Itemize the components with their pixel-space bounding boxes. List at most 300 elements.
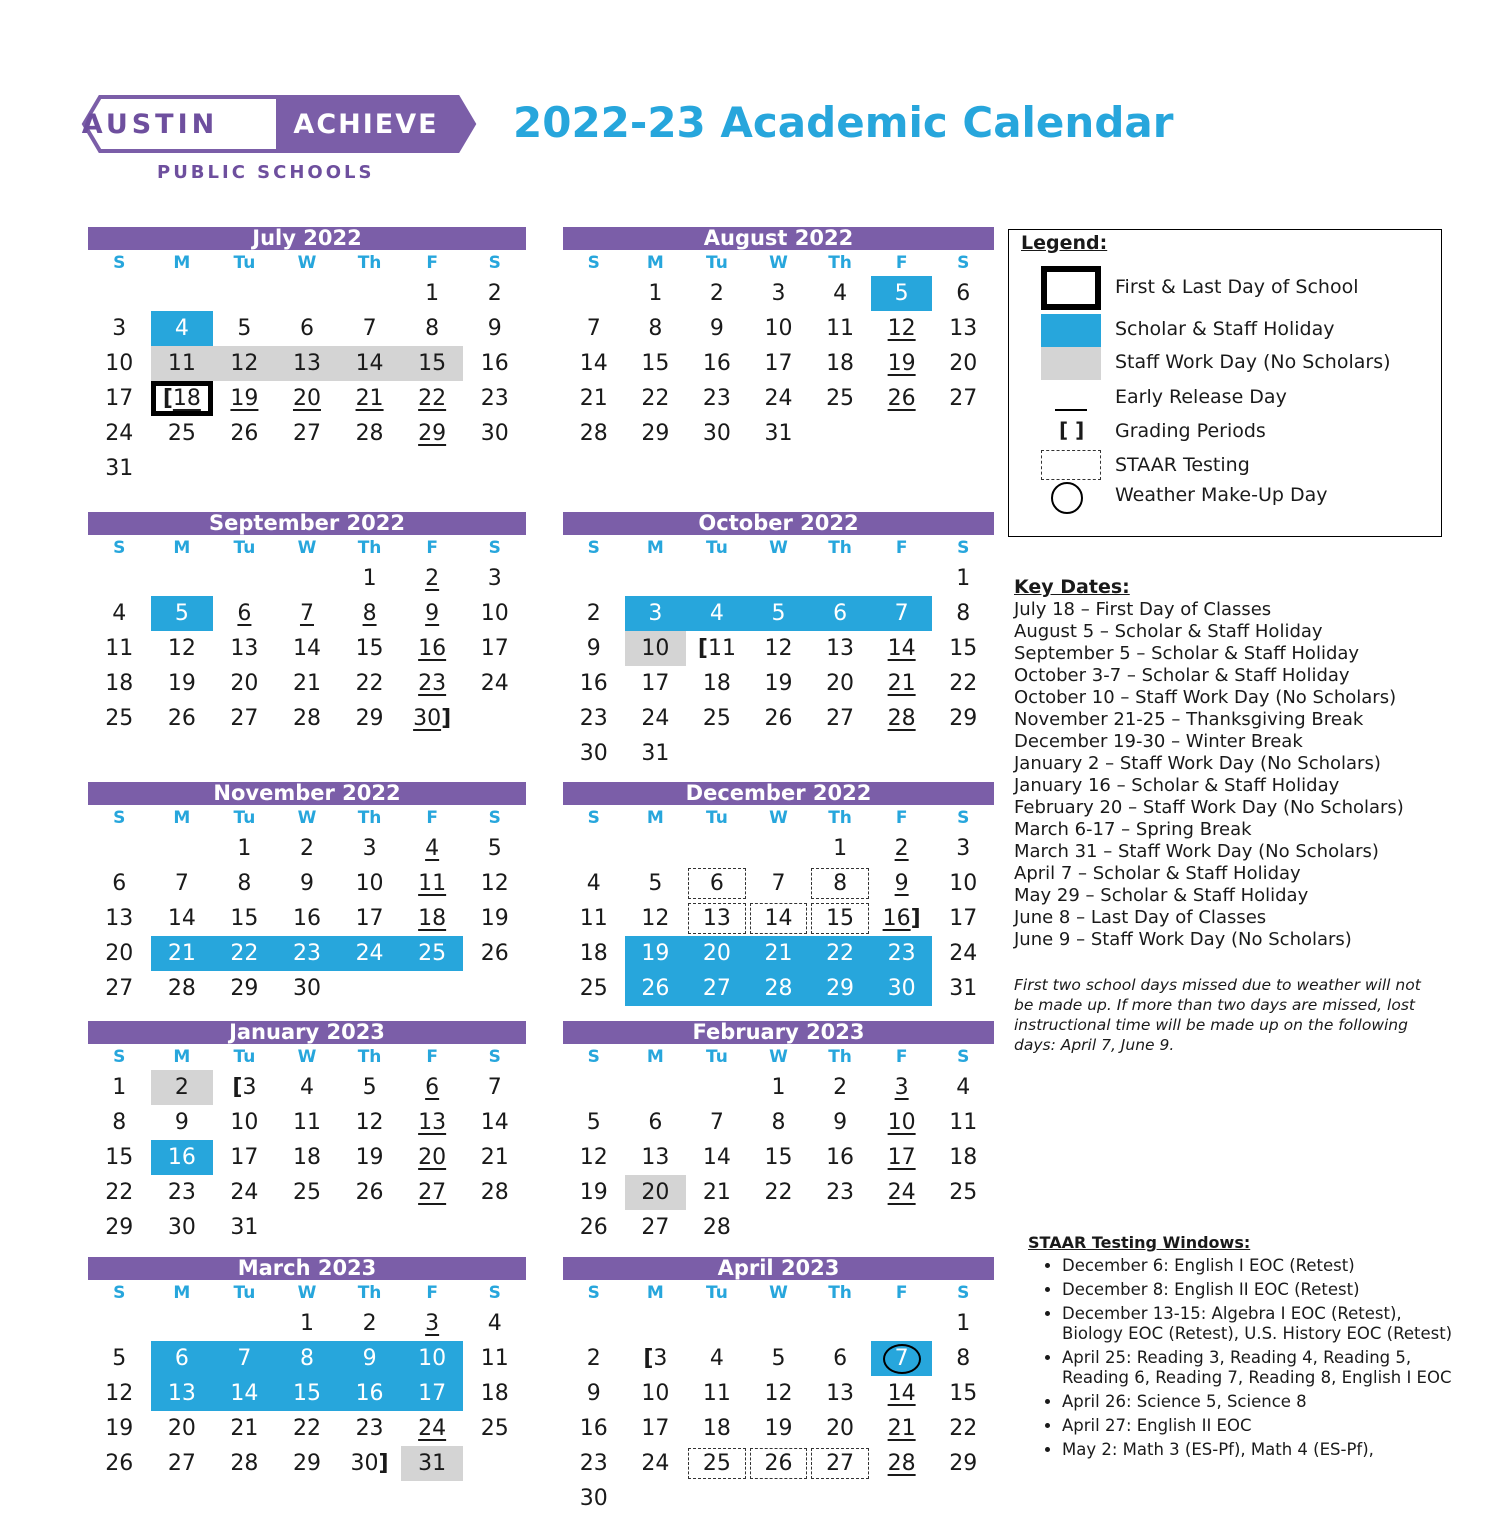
key-date-item: January 16 – Scholar & Staff Holiday [1014, 775, 1340, 796]
day-number: 1 [833, 836, 848, 861]
day-number: 30 [350, 1451, 379, 1476]
calendar-day [871, 701, 933, 736]
weekday-header: M [173, 1047, 191, 1067]
weekday-header: Th [357, 1047, 382, 1067]
calendar-day [276, 901, 339, 936]
day-number: 20 [826, 671, 855, 696]
weekday-header: S [587, 253, 600, 273]
day-number: 19 [641, 941, 670, 966]
weekday-header: Th [828, 538, 852, 558]
legend-label: Weather Make-Up Day [1115, 484, 1328, 506]
day-number: 5 [894, 281, 909, 306]
day-number: 8 [833, 871, 848, 896]
calendar-empty [213, 276, 276, 311]
day-number: 6 [956, 281, 971, 306]
day-number: 6 [425, 1075, 440, 1100]
day-number: 28 [230, 1451, 259, 1476]
day-number: 31 [230, 1215, 259, 1240]
calendar-day [401, 1175, 464, 1210]
calendar-day [809, 1105, 871, 1140]
month-grid [88, 805, 526, 1006]
calendar-day [563, 866, 625, 901]
calendar-day [871, 596, 933, 631]
calendar-day [213, 1411, 276, 1446]
day-number: 11 [167, 351, 196, 376]
calendar-day [88, 1140, 151, 1175]
day-number: 1 [237, 836, 252, 861]
day-number: 12 [480, 871, 509, 896]
day-number: 11 [292, 1110, 321, 1135]
calendar-day [338, 936, 401, 971]
day-number: 7 [362, 316, 377, 341]
day-number: 27 [949, 386, 978, 411]
calendar-day [463, 596, 526, 631]
day-number: 29 [230, 976, 259, 1001]
day-number: 10 [355, 871, 384, 896]
day-number: 17 [418, 1381, 447, 1406]
calendar-day [338, 381, 401, 416]
day-number: 30 [480, 421, 509, 446]
calendar-day [625, 596, 687, 631]
calendar-day [932, 346, 994, 381]
calendar-day [563, 346, 625, 381]
staar-list [1028, 1256, 1458, 1460]
calendar-day [338, 561, 401, 596]
day-number: 2 [299, 836, 314, 861]
calendar-day [213, 1070, 276, 1105]
calendar-empty [871, 1481, 933, 1516]
calendar-empty [338, 276, 401, 311]
calendar-day [401, 311, 464, 346]
day-number: 29 [292, 1451, 321, 1476]
day-number: 13 [167, 1381, 196, 1406]
day-number: 23 [887, 941, 916, 966]
calendar-day [625, 1105, 687, 1140]
day-number: 22 [230, 941, 259, 966]
day-number: 7 [894, 601, 909, 626]
month-calendar [88, 227, 526, 486]
calendar-day [463, 1070, 526, 1105]
month-header: January 2023 [88, 1021, 526, 1044]
calendar-day [151, 1341, 214, 1376]
calendar-empty [88, 561, 151, 596]
calendar-day [401, 1446, 464, 1481]
staar-windows [1028, 1232, 1458, 1464]
calendar-day [463, 346, 526, 381]
day-number: 21 [355, 386, 384, 411]
day-number: 18 [826, 351, 855, 376]
weekday-header: W [769, 808, 788, 828]
day-number: 2 [586, 1346, 601, 1371]
calendar-day [932, 1070, 994, 1105]
weekday-header: Tu [233, 808, 256, 828]
calendar-empty [151, 451, 214, 486]
weekday-header: Tu [706, 253, 728, 273]
staar-item: • December 6: English I EOC (Retest) [1062, 1256, 1458, 1276]
day-number: 12 [887, 316, 916, 341]
day-number: 8 [956, 601, 971, 626]
day-number: 10 [641, 636, 670, 661]
calendar-day [809, 596, 871, 631]
weekday-header: Tu [233, 1283, 256, 1303]
day-number: 3 [894, 1075, 909, 1100]
weekday-header: S [587, 1047, 600, 1067]
calendar-day [563, 1376, 625, 1411]
calendar-day [276, 1070, 339, 1105]
day-number: 29 [355, 706, 384, 731]
day-number: 15 [949, 636, 978, 661]
calendar-day [463, 831, 526, 866]
day-number: 1 [771, 1075, 786, 1100]
weekday-header: S [488, 253, 501, 273]
day-number: 24 [230, 1180, 259, 1205]
weekday-header: W [297, 808, 317, 828]
day-number: 14 [292, 636, 321, 661]
calendar-day [625, 1341, 687, 1376]
day-number: 20 [826, 1416, 855, 1441]
day-number: 12 [579, 1145, 608, 1170]
calendar-day [563, 1481, 625, 1516]
day-number: 5 [174, 601, 189, 626]
calendar-day [871, 666, 933, 701]
calendar-empty [625, 1306, 687, 1341]
calendar-day [748, 276, 810, 311]
day-number: 14 [480, 1110, 509, 1135]
calendar-day [563, 1341, 625, 1376]
calendar-day [151, 901, 214, 936]
day-number: 25 [292, 1180, 321, 1205]
key-date-item: June 8 – Last Day of Classes [1014, 907, 1267, 928]
weekday-header: M [646, 808, 664, 828]
day-number: 7 [894, 1346, 909, 1371]
calendar-day [463, 1376, 526, 1411]
calendar-empty [686, 1481, 748, 1516]
calendar-day [88, 311, 151, 346]
day-number: 22 [764, 1180, 793, 1205]
calendar-day [463, 666, 526, 701]
calendar-day [401, 1411, 464, 1446]
calendar-empty [932, 1481, 994, 1516]
calendar-day [748, 971, 810, 1006]
calendar-day [276, 596, 339, 631]
month-calendar [563, 782, 994, 1006]
weekday-header: S [113, 253, 126, 273]
key-date-item: April 7 – Scholar & Staff Holiday [1014, 863, 1301, 884]
day-number: 24 [355, 941, 384, 966]
calendar-day [625, 1175, 687, 1210]
day-number: 27 [826, 1451, 855, 1476]
day-number: 20 [641, 1180, 670, 1205]
calendar-day [871, 276, 933, 311]
day-number: 19 [355, 1145, 384, 1170]
calendar-day [563, 736, 625, 771]
grading-bracket-icon: ] [378, 1451, 389, 1476]
day-number: 9 [709, 316, 724, 341]
weekday-header: W [297, 1047, 317, 1067]
calendar-day [625, 866, 687, 901]
day-number: 8 [648, 316, 663, 341]
legend-label: Early Release Day [1115, 386, 1287, 408]
day-number: 28 [887, 706, 916, 731]
calendar-empty [871, 561, 933, 596]
calendar-day [871, 346, 933, 381]
day-number: 26 [764, 706, 793, 731]
day-number: 27 [167, 1451, 196, 1476]
day-number: 23 [702, 386, 731, 411]
calendar-day [338, 1411, 401, 1446]
day-number: 12 [230, 351, 259, 376]
calendar-day [932, 831, 994, 866]
calendar-day [932, 866, 994, 901]
weather-note: First two school days missed due to weather will not be made up. If more than two days are missed, lost instructional time will be made up on the following days: April 7, June 9. [1014, 976, 1421, 1054]
day-number: 26 [579, 1215, 608, 1240]
calendar-day [88, 1376, 151, 1411]
day-number: 10 [480, 601, 509, 626]
day-number: 23 [418, 671, 447, 696]
calendar-day [276, 866, 339, 901]
day-number: 17 [641, 1416, 670, 1441]
calendar-day [748, 701, 810, 736]
calendar-day [871, 1341, 933, 1376]
weekday-header: W [297, 253, 317, 273]
calendar-day [686, 381, 748, 416]
calendar-day [932, 276, 994, 311]
calendar-day [88, 416, 151, 451]
calendar-day [88, 971, 151, 1006]
day-number: 19 [764, 1416, 793, 1441]
day-number: 5 [487, 836, 502, 861]
calendar-day [401, 936, 464, 971]
day-number: 9 [586, 1381, 601, 1406]
calendar-day [276, 1105, 339, 1140]
day-number: 11 [826, 316, 855, 341]
day-number: 18 [702, 1416, 731, 1441]
day-number: 27 [230, 706, 259, 731]
day-number: 22 [355, 671, 384, 696]
day-number: 31 [764, 421, 793, 446]
weekday-header: M [646, 1283, 664, 1303]
calendar-day [338, 1306, 401, 1341]
calendar-day [338, 311, 401, 346]
day-number: 23 [292, 941, 321, 966]
calendar-day [151, 866, 214, 901]
weekday-header: S [113, 808, 126, 828]
calendar-day [932, 311, 994, 346]
day-number: 25 [826, 386, 855, 411]
day-number: 29 [418, 421, 447, 446]
day-number: 8 [362, 601, 377, 626]
day-number: 19 [764, 671, 793, 696]
month-header: April 2023 [563, 1257, 994, 1280]
calendar-day [463, 311, 526, 346]
calendar-day [748, 631, 810, 666]
day-number: 14 [887, 1381, 916, 1406]
weekday-header: W [769, 1283, 788, 1303]
day-number: 6 [648, 1110, 663, 1135]
weekday-header: S [957, 253, 970, 273]
calendar-day [338, 416, 401, 451]
calendar-empty [563, 831, 625, 866]
weekday-header: Tu [706, 538, 728, 558]
calendar-day [625, 936, 687, 971]
logo-austin: AUSTIN [81, 108, 219, 140]
calendar-day [401, 1341, 464, 1376]
logo-achieve: ACHIEVE [293, 108, 439, 140]
day-number: 31 [641, 741, 670, 766]
calendar-day [871, 1411, 933, 1446]
calendar-empty [809, 1306, 871, 1341]
key-date-item: January 2 – Staff Work Day (No Scholars) [1014, 753, 1381, 774]
calendar-day [871, 1140, 933, 1175]
calendar-day [809, 1070, 871, 1105]
calendar-empty [151, 561, 214, 596]
month-grid [88, 1044, 526, 1245]
calendar-day [625, 736, 687, 771]
calendar-empty [563, 1306, 625, 1341]
calendar-day [213, 1341, 276, 1376]
calendar-day [338, 346, 401, 381]
key-date-item: May 29 – Scholar & Staff Holiday [1014, 885, 1309, 906]
calendar-day [809, 936, 871, 971]
calendar-day [625, 416, 687, 451]
legend-label: Scholar & Staff Holiday [1115, 318, 1335, 340]
day-number: 23 [480, 386, 509, 411]
day-number: 9 [299, 871, 314, 896]
day-number: 21 [579, 386, 608, 411]
calendar-day [748, 1175, 810, 1210]
calendar-day [563, 381, 625, 416]
calendar-day [463, 631, 526, 666]
calendar-empty [686, 1306, 748, 1341]
calendar-day [88, 451, 151, 486]
calendar-day [625, 346, 687, 381]
calendar-day [463, 276, 526, 311]
day-number: 1 [956, 566, 971, 591]
calendar-day [809, 346, 871, 381]
key-date-item: October 3-7 – Scholar & Staff Holiday [1014, 665, 1350, 686]
calendar-day [463, 1306, 526, 1341]
key-date-item: December 19-30 – Winter Break [1014, 731, 1303, 752]
grading-bracket-icon: [ [232, 1075, 243, 1100]
weekday-header: S [587, 1283, 600, 1303]
day-number: 11 [702, 1381, 731, 1406]
day-number: 11 [579, 906, 608, 931]
calendar-day [686, 631, 748, 666]
calendar-day [88, 701, 151, 736]
calendar-day [686, 596, 748, 631]
day-number: 1 [425, 281, 440, 306]
day-number: 30 [167, 1215, 196, 1240]
calendar-day [338, 1341, 401, 1376]
calendar-day [401, 561, 464, 596]
calendar-day [871, 936, 933, 971]
weekday-header: Tu [706, 1283, 728, 1303]
calendar-day [932, 561, 994, 596]
day-number: 16 [292, 906, 321, 931]
calendar-day [686, 1210, 748, 1245]
day-number: 2 [174, 1075, 189, 1100]
day-number: 16 [579, 671, 608, 696]
day-number: 5 [362, 1075, 377, 1100]
day-number: 18 [105, 671, 134, 696]
day-number: 3 [487, 566, 502, 591]
day-number: 21 [702, 1180, 731, 1205]
day-number: 18 [172, 386, 201, 411]
day-number: 12 [764, 636, 793, 661]
calendar-empty [463, 701, 526, 736]
calendar-empty [809, 416, 871, 451]
day-number: 9 [425, 601, 440, 626]
day-number: 7 [771, 871, 786, 896]
calendar-day [338, 701, 401, 736]
calendar-empty [151, 1306, 214, 1341]
calendar-day [563, 1446, 625, 1481]
calendar-day [748, 666, 810, 701]
day-number: 3 [771, 281, 786, 306]
day-number: 2 [425, 566, 440, 591]
legend-label: STAAR Testing [1115, 454, 1250, 476]
calendar-day [276, 1376, 339, 1411]
month-header: December 2022 [563, 782, 994, 805]
grading-bracket-icon: [ [643, 1346, 654, 1371]
calendar-day [401, 701, 464, 736]
calendar-day [338, 1105, 401, 1140]
day-number: 25 [949, 1180, 978, 1205]
calendar-day [563, 631, 625, 666]
calendar-day [88, 666, 151, 701]
calendar-day [748, 1140, 810, 1175]
month-header: August 2022 [563, 227, 994, 250]
calendar-day [401, 901, 464, 936]
month-header: September 2022 [88, 512, 526, 535]
day-number: 30 [579, 1486, 608, 1511]
day-number: 28 [702, 1215, 731, 1240]
day-number: 31 [949, 976, 978, 1001]
month-calendar [563, 1021, 994, 1245]
day-number: 13 [949, 316, 978, 341]
legend-item [1009, 450, 1441, 484]
day-number: 16 [418, 636, 447, 661]
calendar-day [276, 1175, 339, 1210]
calendar-day [213, 666, 276, 701]
calendar-day [213, 311, 276, 346]
calendar-day [748, 416, 810, 451]
day-number: 16 [355, 1381, 384, 1406]
calendar-day [871, 631, 933, 666]
calendar-day [932, 1411, 994, 1446]
month-header: March 2023 [88, 1257, 526, 1280]
month-grid [563, 250, 994, 451]
day-number: 18 [949, 1145, 978, 1170]
calendar-day [748, 1411, 810, 1446]
key-date-item: March 31 – Staff Work Day (No Scholars) [1014, 841, 1379, 862]
makeup-circle-icon [883, 1344, 921, 1374]
day-number: 8 [299, 1346, 314, 1371]
calendar-day [401, 1105, 464, 1140]
month-grid [88, 250, 526, 486]
day-number: 14 [230, 1381, 259, 1406]
day-number: 3 [362, 836, 377, 861]
calendar-day [563, 1411, 625, 1446]
day-number: 2 [586, 601, 601, 626]
calendar-day [401, 381, 464, 416]
calendar-day [88, 1446, 151, 1481]
day-number: 16 [882, 906, 911, 931]
day-number: 30 [579, 741, 608, 766]
weekday-header: M [173, 253, 191, 273]
day-number: 27 [702, 976, 731, 1001]
weekday-header: Th [828, 1047, 852, 1067]
